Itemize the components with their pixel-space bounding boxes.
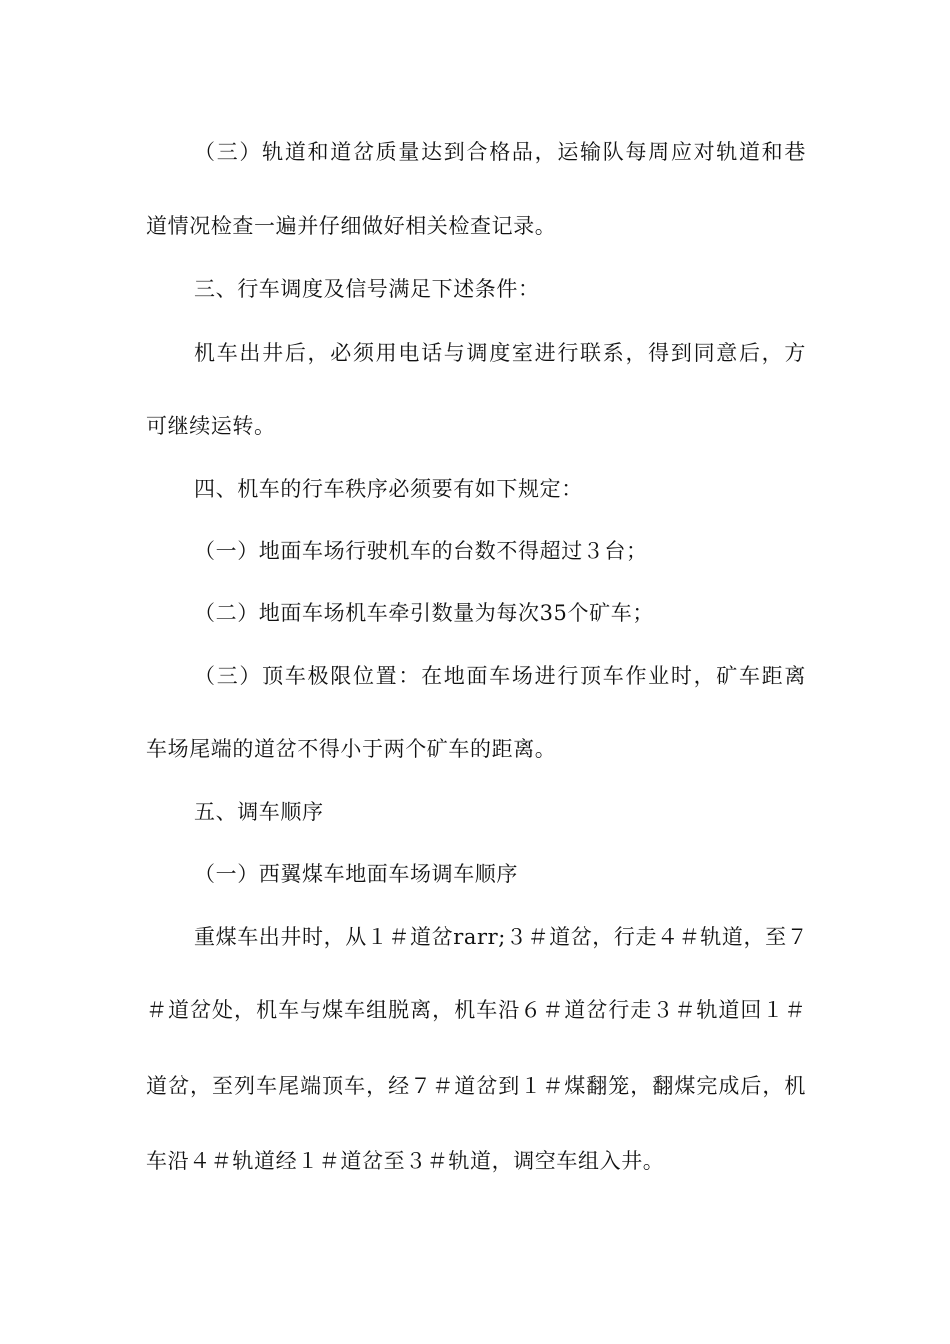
paragraph-line-1: （三）轨道和道岔质量达到合格品，运输队每周应对轨道和巷 [194, 140, 806, 164]
paragraph-line-14: ＃道岔处，机车与煤车组脱离，机车沿６＃道岔行走３＃轨道回１＃ [146, 998, 806, 1022]
section-heading-5: 五、调车顺序 [194, 800, 324, 824]
paragraph-line-13: 重煤车出井时，从１＃道岔rarr;３＃道岔，行走４＃轨道，至７ [194, 925, 809, 949]
list-item-3-continued: 车场尾端的道岔不得小于两个矿车的距离。 [146, 737, 557, 761]
list-item-1: （一）地面车场行驶机车的台数不得超过３台； [194, 539, 648, 563]
subsection-heading-1: （一）西翼煤车地面车场调车顺序 [194, 862, 518, 886]
list-item-3: （三）顶车极限位置：在地面车场进行顶车作业时，矿车距离 [194, 664, 806, 688]
paragraph-line-16: 车沿４＃轨道经１＃道岔至３＃轨道，调空车组入井。 [146, 1149, 665, 1173]
paragraph-line-4: 机车出井后，必须用电话与调度室进行联系，得到同意后，方 [194, 341, 806, 365]
paragraph-line-15: 道岔，至列车尾端顶车，经７＃道岔到１＃煤翻笼，翻煤完成后，机 [146, 1074, 806, 1098]
section-heading-4: 四、机车的行车秩序必须要有如下规定： [194, 477, 583, 501]
paragraph-line-2: 道情况检查一遍并仔细做好相关检查记录。 [146, 214, 557, 238]
paragraph-line-5: 可继续运转。 [146, 414, 276, 438]
section-heading-3: 三、行车调度及信号满足下述条件： [194, 277, 540, 301]
list-item-2: （二）地面车场机车牵引数量为每次35个矿车； [194, 601, 654, 625]
